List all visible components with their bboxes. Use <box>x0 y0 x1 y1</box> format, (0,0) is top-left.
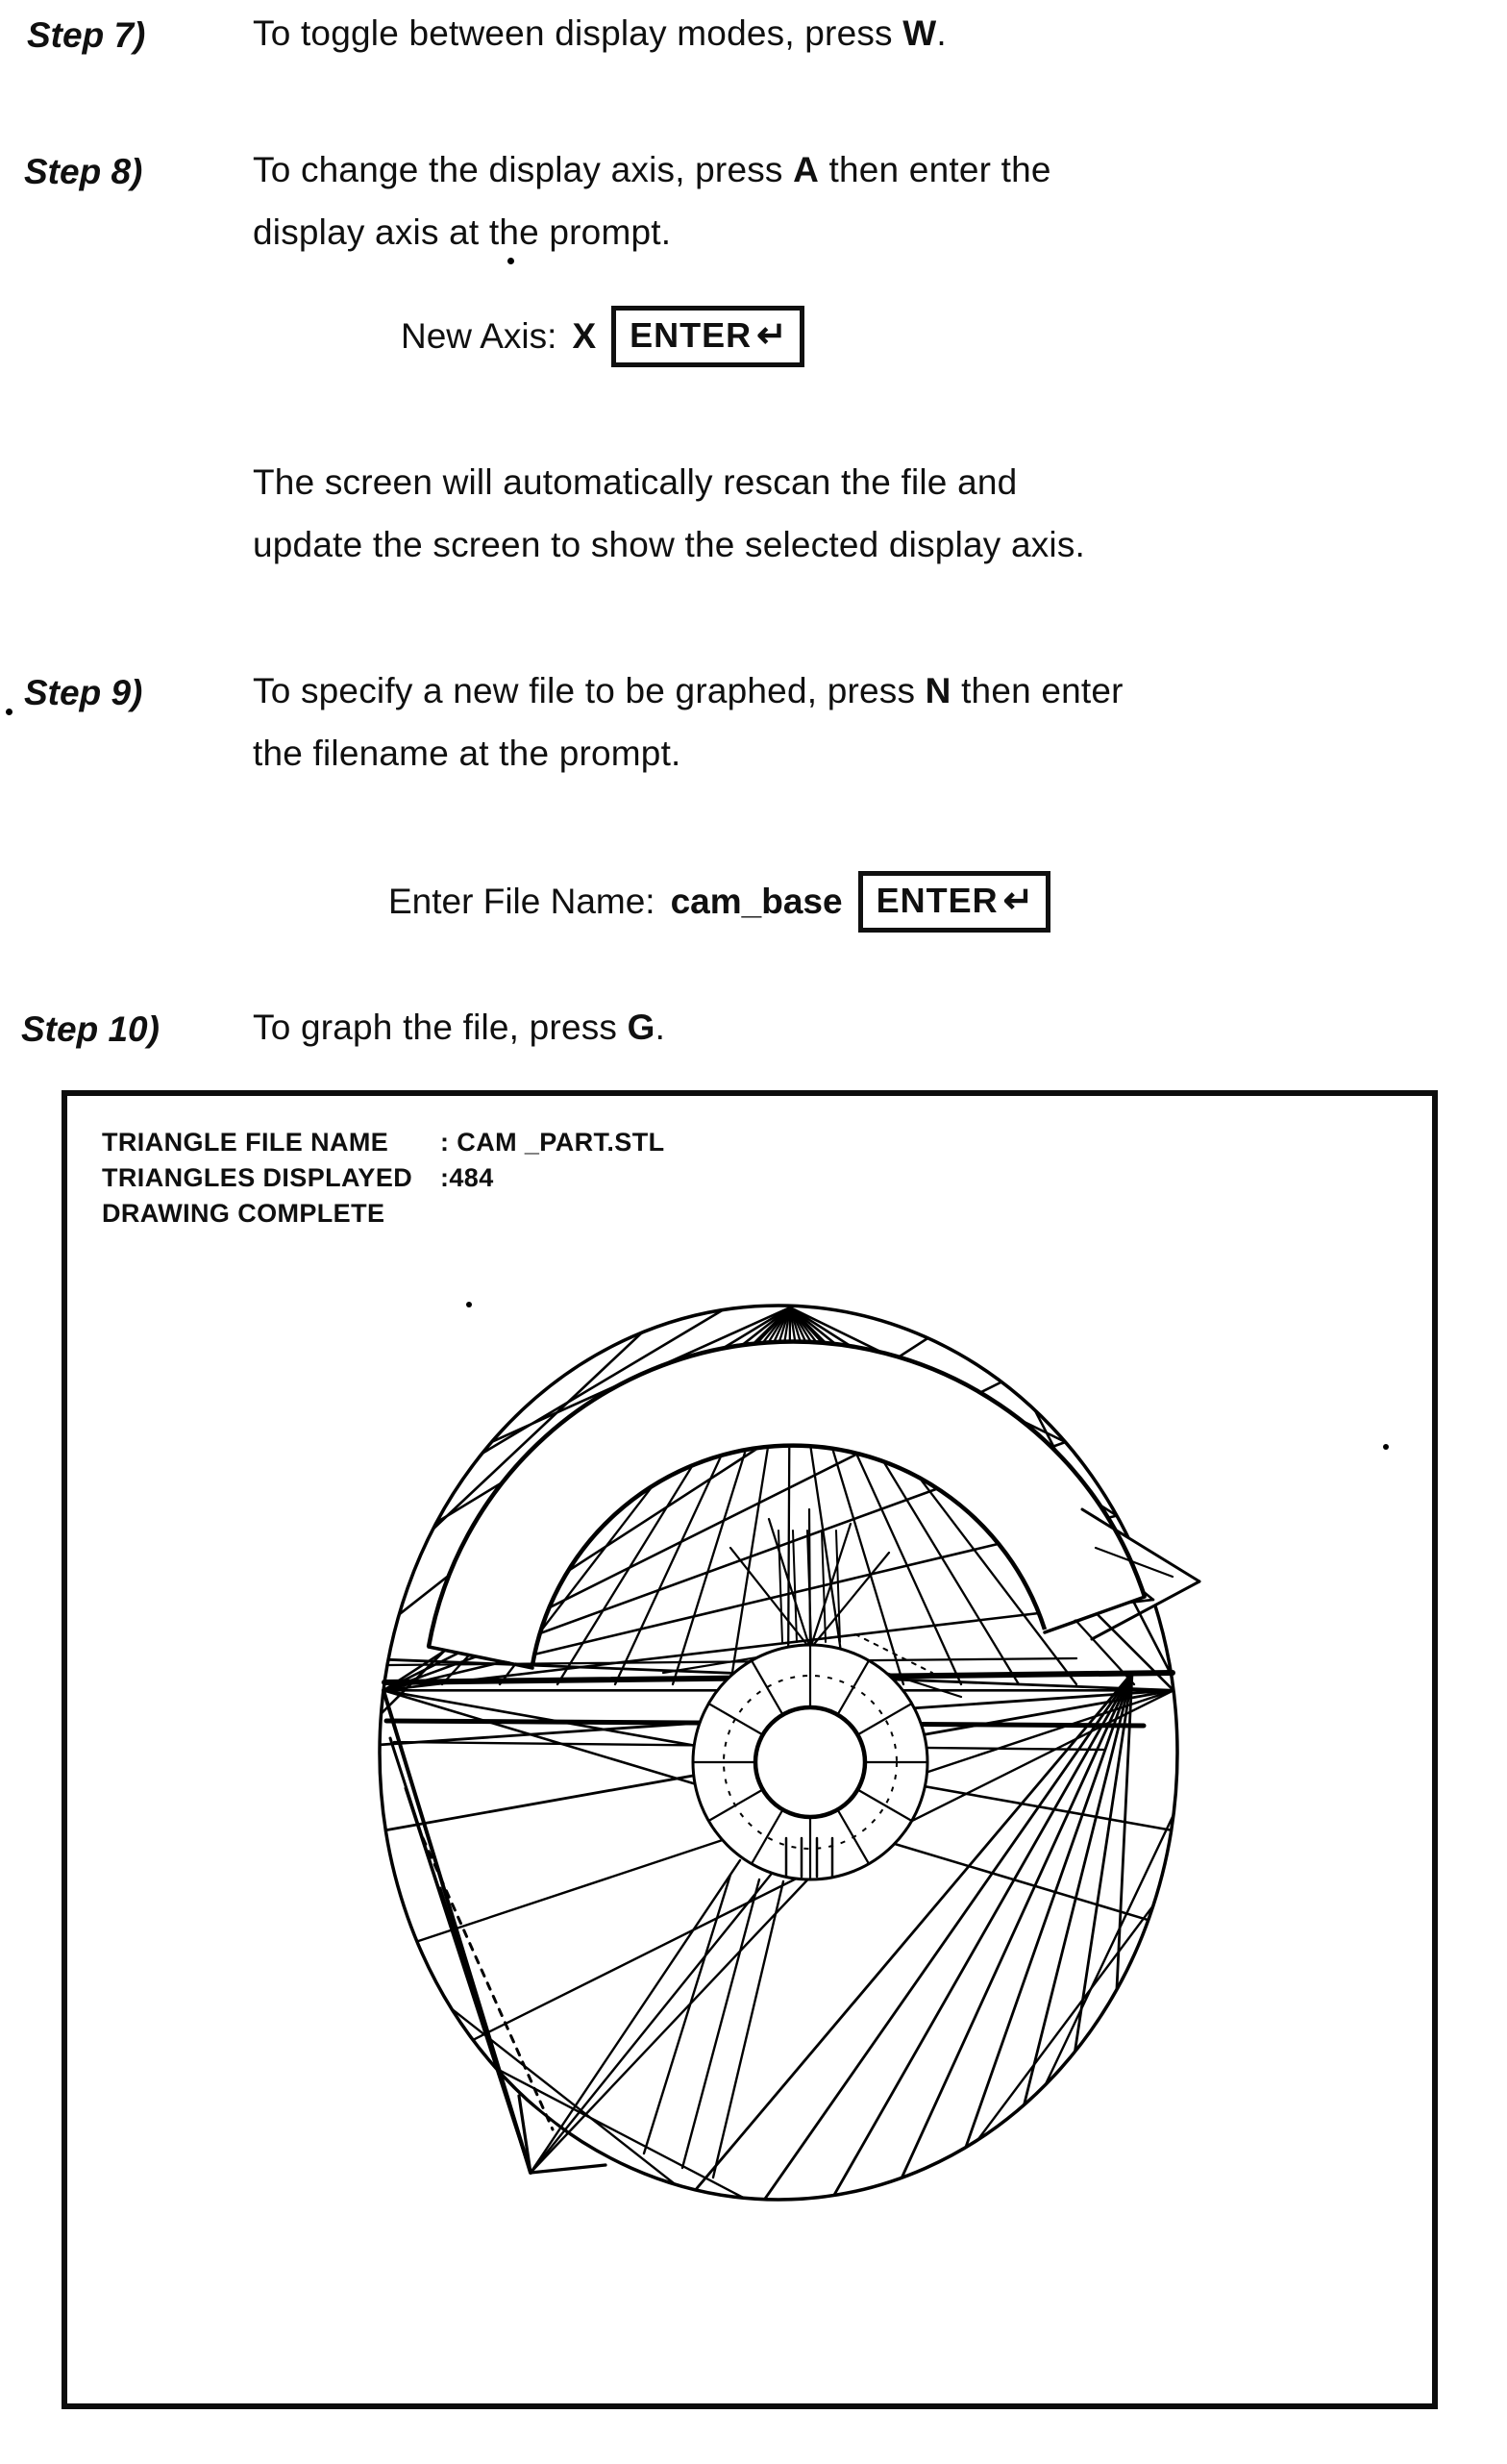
triangles-displayed-label: TRIANGLES DISPLAYED <box>102 1163 413 1192</box>
screen-line-3: DRAWING COMPLETE <box>102 1199 385 1228</box>
step-7-key: W <box>902 13 937 53</box>
step-10-text <box>253 1008 665 1048</box>
scan-artifact-dot <box>6 709 12 715</box>
new-axis-value: X <box>572 316 597 356</box>
step-8-line-2: display axis at the prompt. <box>253 212 672 252</box>
step-10-text-after: . <box>655 1008 666 1047</box>
step-10-label: Step 10) <box>21 1009 160 1049</box>
file-name-value: cam_base <box>670 882 843 921</box>
step-9-key: N <box>925 671 951 710</box>
step-7-text <box>253 13 947 54</box>
step-8-line-1 <box>253 150 1051 190</box>
screen-header <box>102 1125 665 1232</box>
enter-key-label: ENTER <box>630 314 753 355</box>
enter-key <box>611 306 804 367</box>
file-name-label: Enter File Name: <box>388 882 655 921</box>
screen-line-2 <box>102 1160 665 1196</box>
step-7-text-after: . <box>936 13 947 53</box>
step-9-text-after: then enter <box>951 671 1124 710</box>
step-7-label: Step 7) <box>27 15 146 55</box>
step-9-label: Step 9) <box>24 673 143 712</box>
step-7-text-before: To toggle between display modes, press <box>253 13 903 53</box>
triangle-file-name-value: : CAM _PART.STL <box>440 1128 665 1157</box>
graph-screen <box>62 1090 1438 2409</box>
file-name-prompt <box>388 871 1050 933</box>
step-9-line-2: the filename at the prompt. <box>253 734 681 773</box>
enter-key-label: ENTER <box>876 880 999 920</box>
step-8-text-after: then enter the <box>819 150 1051 189</box>
wireframe-drawing <box>67 1096 1432 2403</box>
step-10-text-before: To graph the file, press <box>253 1008 628 1047</box>
triangle-file-name-label: TRIANGLE FILE NAME <box>102 1128 389 1157</box>
step-8-key: A <box>793 150 820 189</box>
step-8-label: Step 8) <box>24 152 143 191</box>
rescan-line-1: The screen will automatically rescan the file and <box>253 462 1018 502</box>
rescan-line-2: update the screen to show the selected display axis. <box>253 525 1086 564</box>
step-10-key: G <box>627 1008 655 1047</box>
new-axis-label: New Axis: <box>401 316 557 356</box>
new-axis-prompt <box>401 306 804 367</box>
step-9-line-1 <box>253 671 1124 711</box>
screen-line-1 <box>102 1125 665 1160</box>
return-arrow-icon: ↵ <box>756 315 788 356</box>
enter-key <box>858 871 1051 933</box>
scan-artifact-dot <box>507 258 514 264</box>
triangles-displayed-value: :484 <box>440 1163 494 1192</box>
step-9-text-before: To specify a new file to be graphed, press <box>253 671 926 710</box>
step-8-text-before: To change the display axis, press <box>253 150 794 189</box>
return-arrow-icon: ↵ <box>1002 881 1035 921</box>
